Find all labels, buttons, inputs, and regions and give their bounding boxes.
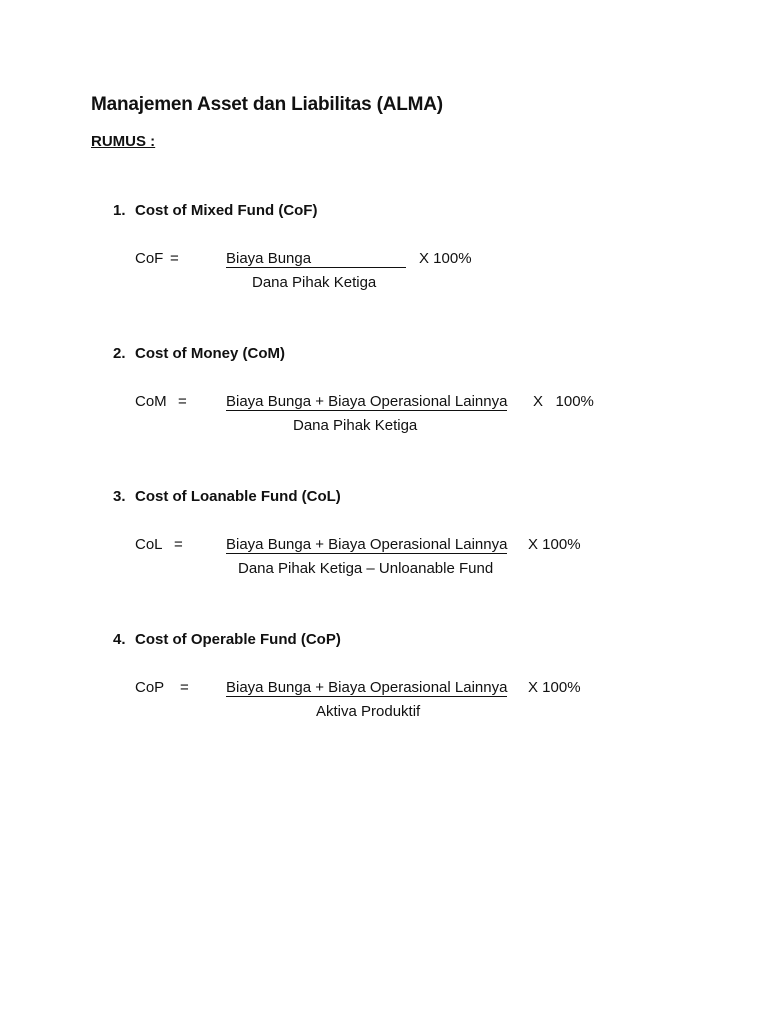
section-title: Cost of Operable Fund (CoP) bbox=[135, 631, 341, 648]
formula-numerator: Biaya Bunga bbox=[226, 250, 406, 268]
section-title: Cost of Loanable Fund (CoL) bbox=[135, 488, 341, 505]
formula-denominator: Dana Pihak Ketiga bbox=[252, 274, 377, 291]
formula-numerator: Biaya Bunga + Biaya Operasional Lainnya bbox=[226, 679, 508, 696]
formula-section-com bbox=[0, 345, 768, 455]
formula-denominator: Aktiva Produktif bbox=[316, 703, 421, 720]
formula-lhs: CoL bbox=[135, 536, 163, 553]
formula-section-cop bbox=[0, 631, 768, 741]
formula-section-cof bbox=[0, 202, 768, 312]
formula-equals: = bbox=[170, 250, 179, 267]
rumus-heading: RUMUS : bbox=[91, 133, 156, 150]
formula-multiplier: X 100% bbox=[419, 250, 472, 267]
section-title: Cost of Money (CoM) bbox=[135, 345, 285, 362]
section-number: 4. bbox=[113, 631, 126, 648]
formula-equals: = bbox=[180, 679, 189, 696]
section-number: 3. bbox=[113, 488, 126, 505]
formula-multiplier: X 100% bbox=[533, 393, 594, 410]
section-title: Cost of Mixed Fund (CoF) bbox=[135, 202, 318, 219]
formula-equals: = bbox=[178, 393, 187, 410]
section-number: 1. bbox=[113, 202, 126, 219]
formula-equals: = bbox=[174, 536, 183, 553]
formula-denominator: Dana Pihak Ketiga – Unloanable Fund bbox=[238, 560, 494, 577]
formula-lhs: CoP bbox=[135, 679, 165, 696]
formula-numerator: Biaya Bunga + Biaya Operasional Lainnya bbox=[226, 393, 508, 410]
formula-multiplier: X 100% bbox=[528, 536, 581, 553]
formula-denominator: Dana Pihak Ketiga bbox=[293, 417, 418, 434]
formula-numerator: Biaya Bunga + Biaya Operasional Lainnya bbox=[226, 536, 508, 553]
formula-lhs: CoF bbox=[135, 250, 164, 267]
page-title: Manajemen Asset dan Liabilitas (ALMA) bbox=[91, 94, 443, 115]
formula-lhs: CoM bbox=[135, 393, 167, 410]
formula-multiplier: X 100% bbox=[528, 679, 581, 696]
section-number: 2. bbox=[113, 345, 126, 362]
formula-section-col bbox=[0, 488, 768, 598]
